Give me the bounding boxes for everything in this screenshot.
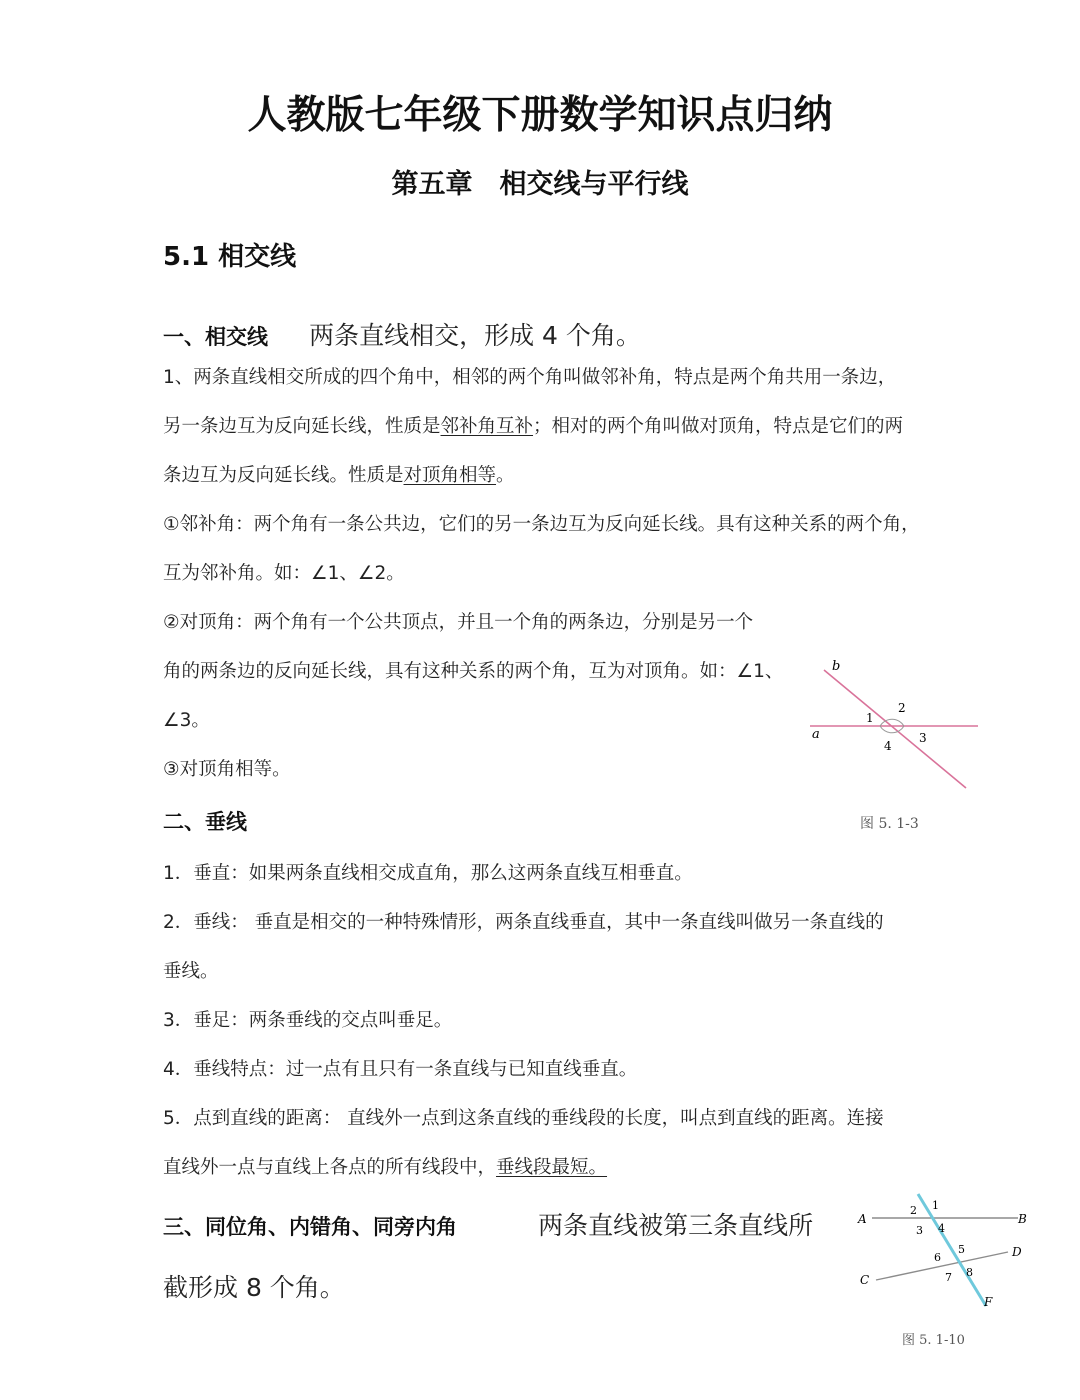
point-B: B: [1018, 1212, 1027, 1226]
part1-heading: 一、相交线: [163, 325, 268, 349]
text-span: ；相对的两个角叫做对顶角，特点是它们的两: [533, 416, 904, 437]
line-b: [824, 670, 966, 788]
figure-intersecting-lines: [800, 650, 990, 840]
angle-label-2: 2: [910, 1204, 917, 1217]
point-F: F: [984, 1295, 993, 1309]
line-CD: [876, 1252, 1008, 1280]
part2-line2b: 垂线。: [163, 961, 219, 982]
angle-label-5: 5: [958, 1243, 965, 1256]
angle-label-6: 6: [934, 1251, 941, 1264]
text-span: 另一条边互为反向延长线，性质是: [163, 416, 441, 437]
text-span: 。: [496, 465, 515, 486]
label-line-a: a: [812, 727, 820, 742]
point-C: C: [860, 1273, 870, 1287]
line-EF-transversal: [918, 1194, 986, 1306]
point-D: D: [1012, 1245, 1022, 1259]
part1-note: 两条直线相交，形成 4 个角。: [309, 321, 641, 350]
part1-p1-line2: [163, 412, 903, 438]
text-span: 条边互为反向延长线。性质是: [163, 465, 404, 486]
section-title: 5.1 相交线: [163, 242, 297, 272]
underlined-property: 垂线段最短。: [496, 1157, 608, 1178]
angle-label-3: 3: [919, 731, 927, 745]
part3-heading-row: [163, 1206, 813, 1242]
angle-label-1: 1: [932, 1199, 939, 1212]
label-line-b: b: [832, 659, 841, 674]
part3-note1: 两条直线被第三条直线所: [538, 1211, 814, 1240]
part3-note2: 截形成 8 个角。: [163, 1273, 345, 1302]
point-A: A: [858, 1212, 867, 1226]
part2-line5a: 5．点到直线的距离： 直线外一点到这条直线的垂线段的长度，叫点到直线的距离。连接: [163, 1108, 884, 1129]
underlined-property: 邻补角互补: [440, 416, 534, 437]
text-span: 直线外一点与直线上各点的所有线段中，: [163, 1157, 497, 1178]
angle-label-4: 4: [938, 1222, 945, 1235]
part2-line1: 1．垂直：如果两条直线相交成直角，那么这两条直线互相垂直。: [163, 863, 693, 884]
document-title: 人教版七年级下册数学知识点归纳: [247, 93, 833, 138]
angle-label-4: 4: [884, 739, 892, 753]
angle-label-8: 8: [966, 1266, 973, 1279]
figure-transversal-lines: [850, 1188, 1040, 1358]
part1-p1-line1: 1、两条直线相交所成的四个角中，相邻的两个角叫做邻补角，特点是两个角共用一条边，: [163, 367, 897, 388]
part2-line5b: [163, 1153, 607, 1179]
figure2-caption: 图 5. 1-10: [902, 1333, 965, 1348]
chapter-title: 第五章 相交线与平行线: [391, 169, 689, 200]
angle-label-2: 2: [898, 701, 906, 715]
part1-heading-row: [163, 316, 641, 352]
part3-heading: 三、同位角、内错角、同旁内角: [163, 1215, 457, 1239]
part2-line4: 4．垂线特点：过一点有且只有一条直线与已知直线垂直。: [163, 1059, 638, 1080]
part1-p1-line3: [163, 461, 515, 487]
part1-p3-line1: ②对顶角：两个角有一个公共顶点，并且一个角的两条边，分别是另一个: [163, 612, 754, 633]
angle-label-1: 1: [866, 711, 874, 725]
figure1-caption: 图 5. 1-3: [860, 816, 919, 832]
part1-p2-line1: ①邻补角：两个角有一条公共边，它们的另一条边互为反向延长线。具有这种关系的两个角，: [163, 514, 920, 535]
part2-line2a: 2．垂线： 垂直是相交的一种特殊情形，两条直线垂直，其中一条直线叫做另一条直线的: [163, 912, 884, 933]
part1-p3-line3: ∠3。: [163, 710, 210, 731]
part2-line3: 3．垂足：两条垂线的交点叫垂足。: [163, 1010, 453, 1031]
underlined-property: 对顶角相等: [403, 465, 497, 486]
part1-p2-line2: 互为邻补角。如：∠1、∠2。: [163, 563, 405, 584]
part1-p3-line2: 角的两条边的反向延长线，具有这种关系的两个角，互为对顶角。如：∠1、: [163, 661, 784, 682]
angle-label-3: 3: [916, 1224, 923, 1237]
part1-p4: ③对顶角相等。: [163, 759, 291, 780]
angle-label-7: 7: [945, 1271, 952, 1284]
part2-heading: 二、垂线: [163, 810, 247, 834]
